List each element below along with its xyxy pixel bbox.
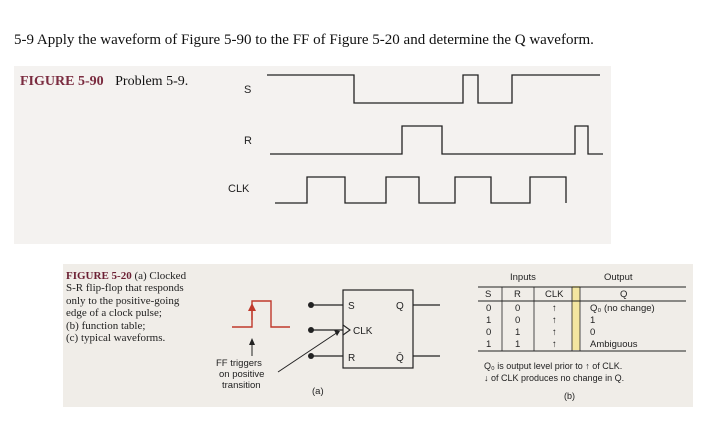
signal-label-s: S xyxy=(244,84,252,96)
table-cell: ↑ xyxy=(552,327,557,338)
table-cell: ↑ xyxy=(552,303,557,314)
table-cell: ↑ xyxy=(552,339,557,350)
input-dot-r xyxy=(308,353,314,359)
table-col-s: S xyxy=(485,289,492,300)
input-dot-clk xyxy=(308,327,314,333)
table-col-r: R xyxy=(514,289,521,300)
ff-label-r: R xyxy=(348,353,356,364)
table-cell: ↑ xyxy=(552,315,557,326)
table-cell: 1 xyxy=(515,339,521,350)
part-b-label: (b) xyxy=(564,391,575,401)
signal-label-r: R xyxy=(244,135,252,147)
note-pointer-line xyxy=(278,332,338,372)
figure-590-caption: Problem 5-9. xyxy=(115,74,189,89)
table-output-header: Output xyxy=(604,272,633,283)
caption-line-1: (a) Clocked xyxy=(134,270,187,282)
table-cell: Q₀ (no change) xyxy=(590,303,655,314)
caption-line-4: edge of a clock pulse; xyxy=(66,307,162,320)
ff-label-qbar: Q̄ xyxy=(396,353,404,364)
table-cell: 1 xyxy=(486,315,492,326)
part-a-label: (a) xyxy=(312,386,324,397)
table-cell: 1 xyxy=(590,315,596,326)
ff-label-clk: CLK xyxy=(353,326,373,337)
problem-statement: 5-9 Apply the waveform of Figure 5-90 to the FF of Figure 5-20 and determine the Q waveform. xyxy=(14,32,594,48)
caption-line-3: only to the positive-going xyxy=(66,294,180,307)
trigger-note-line-3: transition xyxy=(222,380,261,391)
caption-line-2: S-R flip-flop that responds xyxy=(66,282,184,295)
trigger-note-line-2: on positive xyxy=(219,369,265,380)
trigger-note-line-1: FF triggers xyxy=(216,358,262,369)
table-cell: 0 xyxy=(486,303,492,314)
note-pointer-arrowhead xyxy=(334,330,340,336)
table-inputs-header: Inputs xyxy=(510,272,536,283)
table-cell: 1 xyxy=(515,327,521,338)
rising-edge-arrowhead xyxy=(248,303,256,311)
table-note-2: ↓ of CLK produces no change in Q. xyxy=(484,373,625,383)
figure-520-number: FIGURE 5-20 xyxy=(66,270,132,282)
table-cell: 0 xyxy=(590,327,596,338)
table-cell: Ambiguous xyxy=(590,339,638,350)
table-cell: 1 xyxy=(486,339,492,350)
ff-label-s: S xyxy=(348,301,355,312)
figure-590-number: FIGURE 5-90 xyxy=(20,74,104,89)
caption-line-6: (c) typical waveforms. xyxy=(66,332,166,345)
signal-label-clk: CLK xyxy=(228,183,250,195)
table-col-clk: CLK xyxy=(545,289,564,300)
caption-line-5: (b) function table; xyxy=(66,319,146,332)
ff-label-q: Q xyxy=(396,301,404,312)
table-col-q: Q xyxy=(620,289,628,300)
input-dot-s xyxy=(308,302,314,308)
table-cell: 0 xyxy=(486,327,492,338)
table-highlight xyxy=(572,286,580,350)
table-cell: 0 xyxy=(515,303,521,314)
clock-triangle-icon xyxy=(343,325,350,335)
note-arrowhead xyxy=(249,338,255,345)
table-cell: 0 xyxy=(515,315,521,326)
table-note-1: Q₀ is output level prior to ↑ of CLK. xyxy=(484,361,623,371)
trigger-pulse xyxy=(232,301,290,327)
